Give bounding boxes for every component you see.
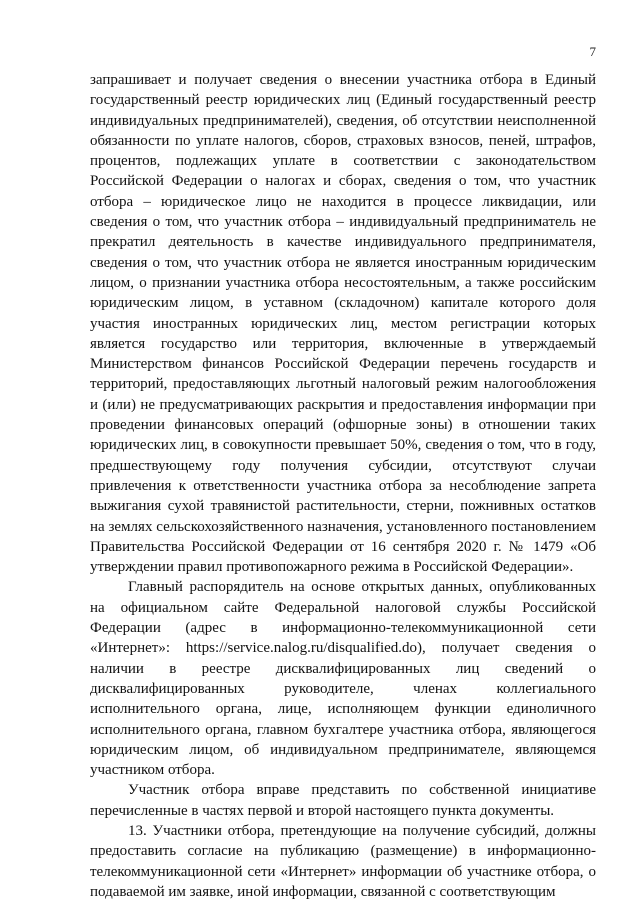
paragraph-continuation: запрашивает и получает сведения о внесении участника отбора в Единый государственный реестр юридических лиц (Единый государственный реестр индивидуальных предпринимателей), сведения, об отсутствии неисполненной обязанности по уплате налогов, сборов, страховых взносов, пеней, штрафов, процентов, подлежащих уплате в соответствии с законодательством Российской Федерации о налогах и сборах, сведения о том, что участник отбора – юридическое лицо не находится в процессе ликвидации, или сведения о том, что участник отбора – индивидуальный предприниматель не прекратил деятельность в качестве индивидуального предпринимателя, сведения о том, что участник отбора не является иностранным юридическим лицом, о признании участника отбора несостоятельным, а также российским юридическим лицом, в уставном (складочном) капитале которого доля участия иностранных юридических лиц, местом регистрации которых является государство или территория, включенные в утверждаемый Министерством финансов Российской Федерации перечень государств и территорий, предоставляющих льготный налоговый режим налогообложения и (или) не предусматривающих раскрытия и предоставления информации при проведении финансовых операций (офшорные зоны) в отношении таких юридических лиц, в совокупности превышает 50%, сведения о том, что в году, предшествующему году получения субсидии, отсутствуют случаи привлечения к ответственности участника отбора за несоблюдение запрета выжигания сухой травянистой растительности, стерни, пожнивных остатков на землях сельскохозяйственного назначения, установленного постановлением Правительства Российской Федерации от 16 сентября 2020 г. № 1479 «Об утверждении правил противопожарного режима в Российской Федерации».: [90, 72, 596, 576]
page-number: 7: [589, 44, 596, 59]
paragraph-item-13: 13. Участники отбора, претендующие на получение субсидий, должны предоставить согласие на публикацию (размещение) в информационно-телекоммуникационной сети «Интернет» информации об участнике отбора, о подаваемой им заявке, иной информации, связанной с соответствующим: [90, 822, 596, 900]
document-body: [90, 70, 596, 902]
paragraph-own-initiative: Участник отбора вправе представить по собственной инициативе перечисленные в частях первой и второй настоящего пункта документы.: [90, 782, 596, 819]
paragraph-main-distributor: Главный распорядитель на основе открытых данных, опубликованных на официальном сайте Федеральной налоговой службы Российской Федерации (адрес в информационно-телекоммуникационной сети «Интернет»: https://service.nalog.ru/disqualified.do), получает сведения о наличии в реестре дисквалифицированных лиц сведений о дисквалифицированных руководителе, членах коллегиального исполнительного органа, лице, исполняющем функции единоличного исполнительного органа, главном бухгалтере участника отбора, являющегося юридическим лицом, об индивидуальном предпринимателе, являющемся участником отбора.: [90, 579, 596, 779]
